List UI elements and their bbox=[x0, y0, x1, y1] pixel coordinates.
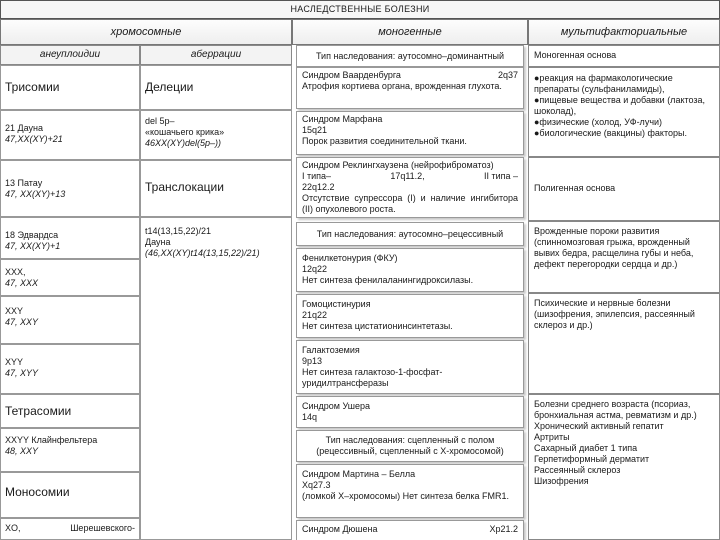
multi-middle-age bbox=[528, 394, 720, 540]
mono-marfan bbox=[296, 111, 524, 155]
mono-pku bbox=[296, 248, 524, 292]
galac-desc-2: уридилтрансферазы bbox=[302, 378, 389, 388]
reckl-locus1: 17q11.2, bbox=[390, 171, 425, 181]
polygenic-basis-label: Полигенная основа bbox=[534, 183, 616, 193]
xxy-karyotype: 47, XXY bbox=[5, 317, 39, 327]
marfan-locus: 15q21 bbox=[302, 125, 328, 135]
edwards-name: 18 Эдвардса bbox=[5, 230, 59, 240]
usher-name: Синдром Ушера bbox=[302, 401, 370, 411]
header-monogenic bbox=[292, 19, 528, 45]
xxyy-name: XXYY Клайнфельтера bbox=[5, 435, 98, 445]
aneuploidy-patau bbox=[0, 160, 140, 217]
pku-locus: 12q22 bbox=[302, 264, 328, 274]
xxx-name: XXX, bbox=[5, 267, 26, 277]
waardenburg-name: Синдром Ваарденбурга bbox=[302, 70, 401, 80]
mono-xlinked-type bbox=[296, 430, 524, 462]
usher-locus: 14q bbox=[302, 412, 318, 422]
aneuploidy-down bbox=[0, 110, 140, 160]
multi-reactions bbox=[528, 67, 720, 157]
mono-homocystinuria bbox=[296, 294, 524, 338]
martin-name: Синдром Мартина – Белла bbox=[302, 469, 416, 479]
reckl-locus2: 22q12.2 bbox=[302, 182, 335, 192]
del5p-code: del 5p– bbox=[145, 116, 175, 126]
mono-martin-bell bbox=[296, 464, 524, 518]
ad-type-label: Тип наследования: аутосомно–доминантный bbox=[315, 51, 505, 61]
multi-mental bbox=[528, 293, 720, 394]
mono-galactosemia bbox=[296, 340, 524, 394]
galac-name: Галактоземия bbox=[302, 345, 360, 355]
aneuploidy-tetrasomy bbox=[0, 394, 140, 428]
multi-congenital bbox=[528, 221, 720, 293]
mono-usher bbox=[296, 396, 524, 428]
marfan-name: Синдром Марфана bbox=[302, 114, 383, 124]
aneuploidy-trisomy bbox=[0, 65, 140, 110]
xyy-name: XYY bbox=[5, 357, 24, 367]
pku-desc: Нет синтеза фенилаланингидроксилазы. bbox=[302, 275, 474, 285]
galac-locus: 9p13 bbox=[302, 356, 323, 366]
page-title: НАСЛЕДСТВЕННЫЕ БОЛЕЗНИ bbox=[0, 0, 720, 19]
header-multifactorial bbox=[528, 19, 720, 45]
duchenne-locus: Xp21.2 bbox=[489, 524, 518, 534]
aberration-deletions bbox=[140, 65, 292, 110]
marfan-desc: Порок развития соединительной ткани. bbox=[302, 136, 467, 146]
header-chromosomal bbox=[0, 19, 292, 45]
aneuploidy-xxy bbox=[0, 296, 140, 344]
middle-age-diabetes: Сахарный диабет 1 типа bbox=[534, 443, 638, 453]
xxyy-karyotype: 48, XXY bbox=[5, 446, 39, 456]
xxx-karyotype: 47, XXX bbox=[5, 278, 39, 288]
down-karyotype: 47,XX(XY)+21 bbox=[5, 134, 63, 144]
aneuploidy-edwards bbox=[0, 217, 140, 259]
monosomy-label: Моносомии bbox=[5, 485, 70, 499]
reaction-pharma: ●реакция на фармакологические препараты (сульфаниламиды), bbox=[534, 73, 673, 94]
header-multifactorial-label: мультифакториальные bbox=[560, 26, 688, 38]
homo-desc: Нет синтеза цистатионинсинтетазы. bbox=[302, 321, 453, 331]
waardenburg-desc: Атрофия кортиева органа, врожденная глухота. bbox=[302, 81, 502, 91]
t14-code: t14(13,15,22)/21 bbox=[145, 226, 212, 236]
del5p-name: «кошачьего крика» bbox=[145, 127, 225, 137]
translocations-label: Транслокации bbox=[145, 180, 224, 194]
duchenne-name: Синдром Дюшена bbox=[302, 524, 378, 534]
mental-desc: Психические и нервные болезни (шизофрения, эпилепсия, рассеянный склероз и др.) bbox=[534, 298, 695, 330]
middle-age-dermatitis: Герпетиформный дерматит bbox=[534, 454, 650, 464]
mono-recklinghausen bbox=[296, 157, 524, 218]
mono-ar-type bbox=[296, 222, 524, 246]
martin-locus: Xq27.3 bbox=[302, 480, 331, 490]
multi-polygenic-basis bbox=[528, 157, 720, 221]
congenital-desc: Врожденные пороки развития (спинномозговая грыжа, врожденный вывих бедра, расщелина губы и неба, дефект перегородки сердца и др.) bbox=[534, 226, 694, 269]
mono-ad-type bbox=[296, 45, 524, 67]
waardenburg-locus: 2q37 bbox=[497, 70, 518, 80]
aberration-translocations bbox=[140, 160, 292, 217]
middle-age-ms: Рассеянный склероз bbox=[534, 465, 621, 475]
reckl-type1: I типа– bbox=[302, 171, 332, 181]
header-monogenic-label: моногенные bbox=[378, 26, 442, 38]
martin-desc: (ломкой X–хромосомы) Нет синтеза белка FMR1. bbox=[302, 491, 510, 501]
xlinked-type-label: Тип наследования: сцепленный с полом bbox=[325, 435, 495, 445]
edwards-karyotype: 47, XX(XY)+1 bbox=[5, 241, 61, 251]
multi-monogenic-basis bbox=[528, 45, 720, 67]
middle-age-desc: Болезни среднего возраста (псориаз, бронхиальная астма, ревматизм и др.) Хронический активный гепатит bbox=[534, 399, 697, 431]
patau-karyotype: 47, XX(XY)+13 bbox=[5, 189, 66, 199]
galac-desc-1: Нет синтеза галактозо-1-фосфат- bbox=[302, 367, 443, 377]
mono-waardenburg bbox=[296, 67, 524, 109]
patau-name: 13 Патау bbox=[5, 178, 43, 188]
mono-duchenne bbox=[296, 520, 524, 540]
reaction-biological: ●биологические (вакцины) факторы. bbox=[534, 128, 687, 138]
reaction-food: ●пищевые вещества и добавки (лактоза, шоколад), bbox=[534, 95, 706, 116]
down-name: 21 Дауна bbox=[5, 123, 43, 133]
reckl-type2: II типа – bbox=[483, 171, 518, 181]
aneuploidy-xyy bbox=[0, 344, 140, 394]
reaction-physical: ●физические (холод, УФ-лучи) bbox=[534, 117, 663, 127]
aneuploidy-monosomy bbox=[0, 472, 140, 518]
subheader-aberrations-label: аберрации bbox=[190, 49, 242, 60]
del5p-karyotype: 46XX(XY)del(5p–)) bbox=[145, 138, 222, 148]
homo-locus: 21q22 bbox=[302, 310, 328, 320]
monogenic-basis-label: Моногенная основа bbox=[534, 50, 617, 60]
shereshevsky-name: Шерешевского- bbox=[70, 523, 135, 533]
t14-karyotype: (46,XX(XY)t14(13,15,22)/21) bbox=[145, 248, 260, 258]
xo-name: XO, bbox=[5, 523, 21, 533]
subheader-aneuploidy bbox=[0, 45, 140, 65]
subheader-aberrations bbox=[140, 45, 292, 65]
middle-age-schizophrenia: Шизофрения bbox=[534, 476, 589, 486]
pku-name: Фенилкетонурия (ФКУ) bbox=[302, 253, 398, 263]
middle-age-arthritis: Артриты bbox=[534, 432, 570, 442]
ar-type-label: Тип наследования: аутосомно–рецессивный bbox=[316, 229, 504, 239]
subheader-aneuploidy-label: анеуплоидии bbox=[39, 49, 101, 60]
aberration-t14 bbox=[140, 217, 292, 540]
deletions-label: Делеции bbox=[145, 80, 194, 94]
aberration-del5p bbox=[140, 110, 292, 160]
aneuploidy-xo bbox=[0, 518, 140, 540]
t14-name: Дауна bbox=[145, 237, 171, 247]
tetrasomy-label: Тетрасомии bbox=[5, 404, 72, 418]
trisomy-label: Трисомии bbox=[5, 80, 60, 94]
xxy-name: XXY bbox=[5, 306, 24, 316]
aneuploidy-xxyy bbox=[0, 428, 140, 472]
xyy-karyotype: 47, XYY bbox=[5, 368, 39, 378]
homo-name: Гомоцистинурия bbox=[302, 299, 371, 309]
reckl-name: Синдром Реклингхаузена (нейрофиброматоз) bbox=[302, 160, 494, 170]
reckl-desc: Отсутствие супрессора (I) и наличие ингибитора (II) опухолевого роста. bbox=[302, 193, 518, 214]
aneuploidy-xxx bbox=[0, 259, 140, 296]
header-chromosomal-label: хромосомные bbox=[110, 26, 182, 38]
xlinked-type-detail: (рецессивный, сцепленный с X-хромосомой) bbox=[316, 446, 504, 456]
